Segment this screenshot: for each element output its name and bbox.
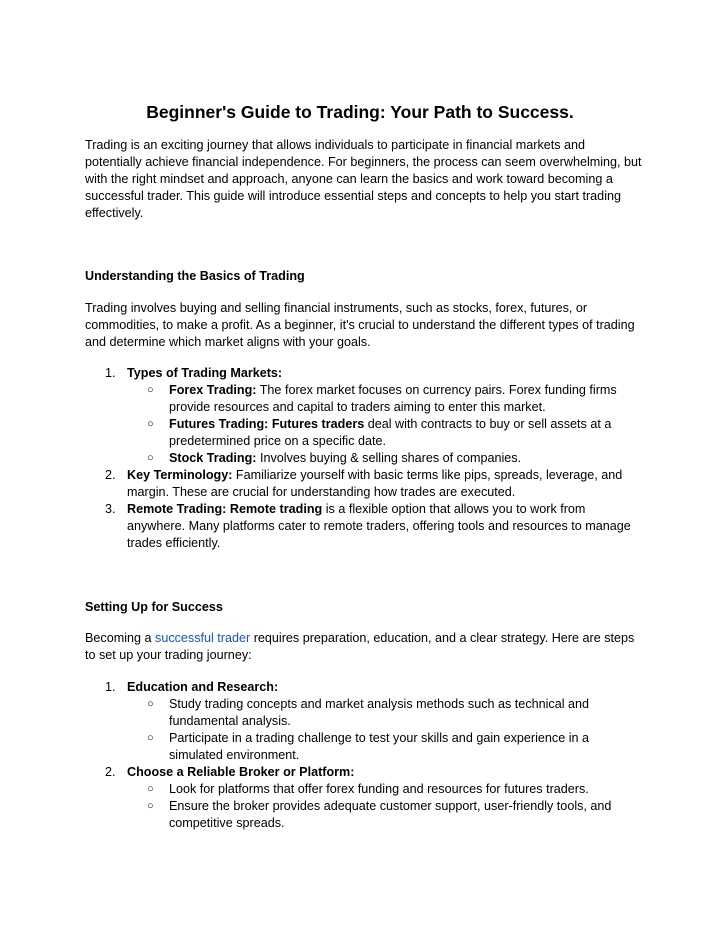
circle-bullet-icon: ○ — [147, 698, 154, 710]
list-item-broker — [85, 764, 645, 832]
basics-list — [85, 365, 645, 552]
list-number: 1. — [105, 366, 116, 380]
sublist-item-study — [127, 696, 645, 730]
circle-bullet-icon: ○ — [147, 384, 154, 396]
markets-sublist — [127, 382, 645, 467]
sublist-item-challenge — [127, 730, 645, 764]
section-heading-basics: Understanding the Basics of Trading — [85, 269, 305, 283]
intro-paragraph: Trading is an exciting journey that allows individuals to participate in financial markets and potentially achieve financial independence. For beginners, the process can seem overwhelming, but with the right mindset and approach, anyone can learn the basics and work toward becoming a successful trader. This guide will introduce essential steps and concepts to help you start trading effectively. — [85, 138, 642, 220]
item-text: Study trading concepts and market analysis methods such as technical and fundamental analysis. — [169, 697, 590, 728]
list-item-education — [85, 679, 645, 764]
item-text: Participate in a trading challenge to test your skills and gain experience in a simulated environment. — [169, 731, 590, 762]
item-label: Futures Trading: Futures traders — [169, 417, 365, 431]
paragraph-text: requires preparation, education, and a clear strategy. Here are steps to set up your trading journey: — [85, 631, 635, 662]
circle-bullet-icon: ○ — [147, 783, 154, 795]
paragraph-text: Becoming a — [85, 631, 156, 645]
circle-bullet-icon: ○ — [147, 418, 154, 430]
circle-bullet-icon: ○ — [147, 732, 154, 744]
page-title: Beginner's Guide to Trading: Your Path to Success. — [146, 102, 574, 122]
list-item-trading-markets — [85, 365, 645, 467]
list-item-remote-trading — [85, 501, 645, 552]
sublist-item-support — [127, 798, 645, 832]
education-sublist — [127, 696, 645, 764]
item-text: is a flexible option that allows you to work from anywhere. Many platforms cater to remote traders, offering tools and resources to manage trades efficiently. — [127, 502, 631, 550]
item-label: Forex Trading: — [169, 383, 257, 397]
item-label: Choose a Reliable Broker or Platform: — [127, 765, 355, 779]
successful-trader-link[interactable]: successful trader — [155, 631, 251, 645]
item-text: Involves buying & selling shares of companies. — [256, 451, 522, 465]
list-item-key-terminology — [85, 467, 645, 501]
sublist-item-futures — [127, 416, 645, 450]
list-number: 3. — [105, 502, 116, 516]
basics-paragraph: Trading involves buying and selling financial instruments, such as stocks, forex, futures, or commodities, to make a profit. As a beginner, it's crucial to understand the different types of trading and determine which market aligns with your goals. — [85, 301, 635, 349]
item-text: The forex market focuses on currency pairs. Forex funding firms provide resources and capital to traders aiming to enter this market. — [169, 383, 617, 414]
item-label: Types of Trading Markets: — [127, 366, 283, 380]
list-number: 1. — [105, 680, 116, 694]
section-heading-success: Setting Up for Success — [85, 600, 223, 614]
broker-sublist — [127, 781, 645, 832]
circle-bullet-icon: ○ — [147, 452, 154, 464]
item-label: Education and Research: — [127, 680, 279, 694]
item-text: Ensure the broker provides adequate customer support, user-friendly tools, and competitive spreads. — [169, 799, 612, 830]
item-text: Look for platforms that offer forex funding and resources for futures traders. — [169, 782, 589, 796]
item-text: deal with contracts to buy or sell assets at a predetermined price on a specific date. — [169, 417, 612, 448]
item-label: Stock Trading: — [169, 451, 257, 465]
list-number: 2. — [105, 468, 116, 482]
list-number: 2. — [105, 765, 116, 779]
circle-bullet-icon: ○ — [147, 800, 154, 812]
success-list — [85, 679, 645, 832]
item-label: Remote Trading: Remote trading — [127, 502, 323, 516]
success-paragraph — [85, 630, 645, 664]
sublist-item-stock — [127, 450, 645, 467]
item-label: Key Terminology: — [127, 468, 233, 482]
sublist-item-platforms — [127, 781, 645, 798]
sublist-item-forex — [127, 382, 645, 416]
item-text: Familiarize yourself with basic terms like pips, spreads, leverage, and margin. These are crucial for understanding how trades are executed. — [127, 468, 623, 499]
